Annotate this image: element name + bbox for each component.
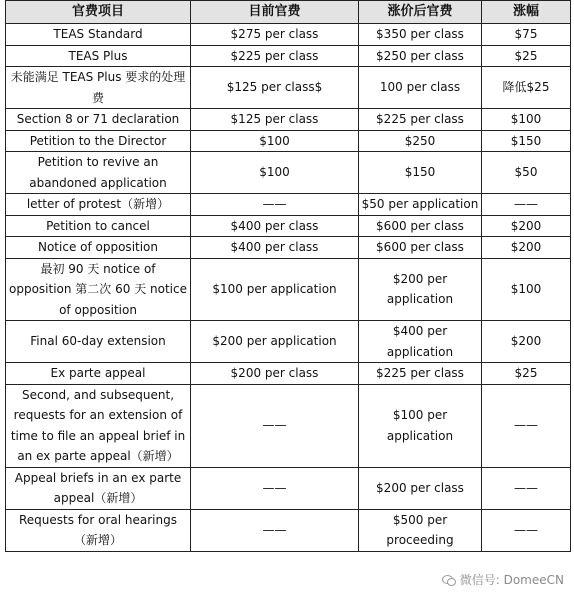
increase-cell: $50 [482,152,571,194]
table-row [6,45,571,67]
new-fee-cell: $350 per class [359,24,482,46]
current-fee-cell: $275 per class [191,24,359,46]
table-row [6,130,571,152]
fee-item-cell: Requests for oral hearings（新增） [6,509,191,551]
table-row [6,215,571,237]
fee-item-cell: TEAS Standard [6,24,191,46]
fee-item-cell: 最初 90 天 notice of opposition 第二次 60 天 notice of opposition [6,258,191,321]
table-row [6,152,571,194]
header-new-fee: 涨价后官费 [359,1,482,24]
new-fee-cell: $200 per class [359,467,482,509]
current-fee-cell: $400 per class [191,215,359,237]
increase-cell: 降低$25 [482,67,571,109]
table-row [6,67,571,109]
new-fee-cell: $600 per class [359,215,482,237]
increase-cell: $150 [482,130,571,152]
increase-cell: $100 [482,258,571,321]
increase-cell: —— [482,467,571,509]
current-fee-cell: $100 [191,130,359,152]
new-fee-cell: $100 per application [359,384,482,467]
header-current-fee: 目前官费 [191,1,359,24]
fee-table-container [5,0,571,552]
new-fee-cell: $250 per class [359,45,482,67]
table-row [6,467,571,509]
table-row [6,237,571,259]
table-row [6,509,571,551]
new-fee-cell: $225 per class [359,109,482,131]
header-row [6,1,571,24]
table-row [6,363,571,385]
increase-cell: —— [482,194,571,216]
watermark [442,571,564,588]
current-fee-cell: —— [191,384,359,467]
increase-cell: $200 [482,321,571,363]
fee-item-cell: TEAS Plus [6,45,191,67]
new-fee-cell: $600 per class [359,237,482,259]
wechat-icon [442,574,456,586]
increase-cell: —— [482,384,571,467]
current-fee-cell: $125 per class$ [191,67,359,109]
increase-cell: $75 [482,24,571,46]
fee-item-cell: Notice of opposition [6,237,191,259]
fee-item-cell: Petition to revive an abandoned application [6,152,191,194]
fee-item-cell: Petition to the Director [6,130,191,152]
current-fee-cell: $400 per class [191,237,359,259]
table-row [6,109,571,131]
fee-item-cell: Ex parte appeal [6,363,191,385]
table-row [6,384,571,467]
table-row [6,258,571,321]
current-fee-cell: $100 per application [191,258,359,321]
increase-cell: $100 [482,109,571,131]
current-fee-cell: $200 per application [191,321,359,363]
fee-item-cell: 未能满足 TEAS Plus 要求的处理费 [6,67,191,109]
fee-table [5,0,571,552]
table-row [6,321,571,363]
watermark-text: 微信号: DomeeCN [459,573,564,587]
increase-cell: —— [482,509,571,551]
current-fee-cell: $100 [191,152,359,194]
increase-cell: $25 [482,363,571,385]
increase-cell: $200 [482,215,571,237]
current-fee-cell: —— [191,194,359,216]
increase-cell: $25 [482,45,571,67]
fee-item-cell: Section 8 or 71 declaration [6,109,191,131]
new-fee-cell: $50 per application [359,194,482,216]
new-fee-cell: $500 per proceeding [359,509,482,551]
current-fee-cell: $200 per class [191,363,359,385]
current-fee-cell: —— [191,509,359,551]
new-fee-cell: $200 per application [359,258,482,321]
header-fee-item: 官费项目 [6,1,191,24]
table-row [6,24,571,46]
table-row [6,194,571,216]
fee-table-body [6,24,571,552]
header-increase: 涨幅 [482,1,571,24]
current-fee-cell: $125 per class [191,109,359,131]
current-fee-cell: $225 per class [191,45,359,67]
fee-item-cell: Appeal briefs in an ex parte appeal（新增） [6,467,191,509]
new-fee-cell: $150 [359,152,482,194]
new-fee-cell: 100 per class [359,67,482,109]
fee-item-cell: Petition to cancel [6,215,191,237]
new-fee-cell: $225 per class [359,363,482,385]
fee-item-cell: Final 60-day extension [6,321,191,363]
new-fee-cell: $250 [359,130,482,152]
fee-item-cell: letter of protest（新增） [6,194,191,216]
new-fee-cell: $400 per application [359,321,482,363]
increase-cell: $200 [482,237,571,259]
fee-item-cell: Second, and subsequent, requests for an extension of time to file an appeal brief in an ex parte appeal（新增） [6,384,191,467]
current-fee-cell: —— [191,467,359,509]
